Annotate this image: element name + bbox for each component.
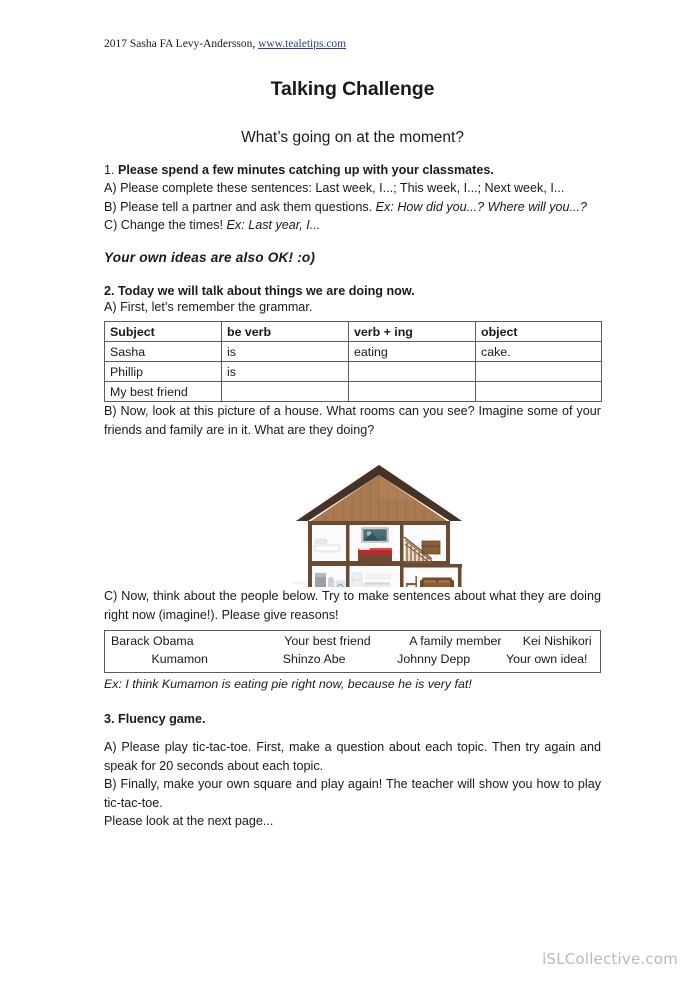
section1-item-b-example: Ex: How did you...? Where will you...? [375,199,588,214]
cell-verb-ing[interactable] [349,382,476,402]
section3-item-b: B) Finally, make your own square and play again! The teacher will show you how to play tic-tac-toe. [104,777,601,810]
cell-object[interactable] [476,382,602,402]
column-header-verb-ing: verb + ing [349,322,476,342]
cell-subject[interactable]: Sasha [105,342,222,362]
page-subtitle: What’s going on at the moment? [241,128,464,146]
person-name: Your best friend [284,634,371,649]
table-row [105,362,602,382]
section2-item-b: B) Now, look at this picture of a house. What rooms can you see? Imagine some of your friends and family are in it. What are they doing? [104,404,601,437]
cell-object[interactable] [476,362,602,382]
section1-heading [104,161,601,180]
section1-heading-text: Please spend a few minutes catching up with your classmates. [118,162,494,177]
copyright-text: 2017 Sasha FA Levy-Andersson, [104,38,256,50]
person-name: Kei Nishikori [522,634,592,649]
house-illustration-wrapper [104,461,601,587]
column-header-object: object [476,322,602,342]
column-header-subject: Subject [105,322,222,342]
section2-heading: 2. Today we will talk about things we are doing now. [104,283,415,298]
table-row [105,382,602,402]
person-name: Shinzo Abe [282,651,346,666]
house-cutaway-icon [284,461,474,587]
names-row-1 [105,633,600,651]
person-name: Johnny Depp [397,651,471,666]
person-name: Barack Obama [111,634,194,649]
section1-item-c-text: C) Change the times! [104,218,227,233]
watermark: iSLCollective.com [542,950,678,968]
section1-item-c-example: Ex: Last year, I... [226,218,321,233]
cell-object[interactable]: cake. [476,342,602,362]
cell-be-verb[interactable]: is [222,362,349,382]
section1-item-c [104,216,601,235]
section3-heading: 3. Fluency game. [104,711,206,726]
document-content [104,38,601,831]
people-names-box [104,630,601,672]
column-header-be-verb: be verb [222,322,349,342]
cell-verb-ing[interactable]: eating [349,342,476,362]
cell-be-verb[interactable]: is [222,342,349,362]
names-row-2 [105,651,600,669]
person-name: A family member [409,634,502,649]
closing-note: Please look at the next page... [104,814,274,829]
document-header [104,38,601,52]
section2-item-a: A) First, let’s remember the grammar. [104,299,313,314]
section3-item-a: A) Please play tic-tac-toe. First, make a question about each topic. Then try again and speak for 20 seconds about each topic. [104,740,601,773]
cell-be-verb[interactable] [222,382,349,402]
own-ideas-note: Your own ideas are also OK! :o) [104,249,316,265]
grammar-table [104,321,602,402]
table-row [105,342,602,362]
cell-verb-ing[interactable] [349,362,476,382]
section1-item-b-text: B) Please tell a partner and ask them questions. [104,199,376,214]
section2-item-c: C) Now, think about the people below. Try to make sentences about what they are doing right now (imagine!). Please give reasons! [104,589,601,622]
section1-item-a: A) Please complete these sentences: Last week, I...; This week, I...; Next week, I... [104,181,565,196]
cell-subject[interactable]: My best friend [105,382,222,402]
page-title: Talking Challenge [270,77,435,100]
cell-subject[interactable]: Phillip [105,362,222,382]
table-header-row [105,322,602,342]
section1-item-b [104,198,601,217]
person-name: Your own idea! [505,651,588,666]
section1-number: 1. [104,162,115,177]
example-sentence: Ex: I think Kumamon is eating pie right now, because he is very fat! [104,676,472,691]
website-link[interactable]: www.tealetips.com [258,38,347,50]
person-name: Kumamon [151,651,208,666]
